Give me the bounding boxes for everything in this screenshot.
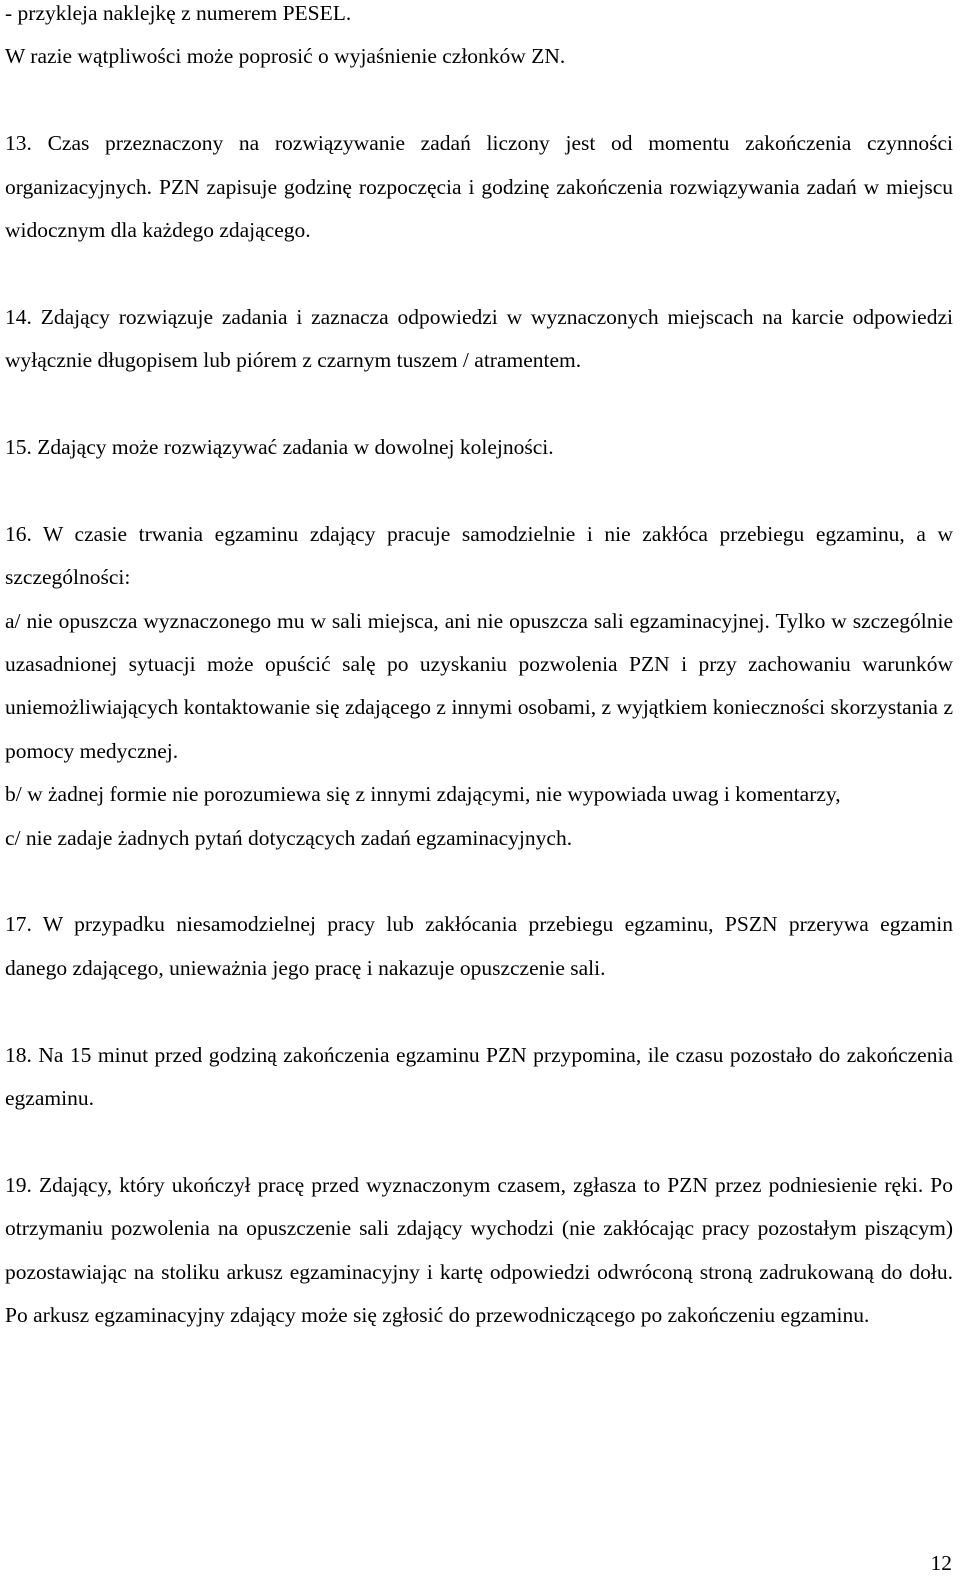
paragraph-14: 14. Zdający rozwiązuje zadania i zaznacza odpowiedzi w wyznaczonych miejscach na karcie odpowiedzi wyłącznie długopisem lub piórem z czarnym tuszem / atramentem. [5, 304, 953, 373]
paragraph-16-a: a/ nie opuszcza wyznaczonego mu w sali miejsca, ani nie opuszcza sali egzaminacyjnej. Tylko w szczególnie uzasadnionej sytuacji może opuścić salę po uzyskaniu pozwolenia PZN i przy zachowaniu warunków uniemożliwiających kontaktowanie się zdającego z innymi osobami, z wyjątkiem konieczności skorzystania z pomocy medycznej. [5, 608, 953, 763]
document-body [5, 0, 953, 1337]
paragraph-pesel-sticker: - przykleja naklejkę z numerem PESEL. [5, 1, 352, 25]
paragraph-16-b: b/ w żadnej formie nie porozumiewa się z innymi zdającymi, nie wypowiada uwag i komentarzy, [5, 782, 841, 807]
paragraph-18: 18. Na 15 minut przed godziną zakończenia egzaminu PZN przypomina, ile czasu pozostało do zakończenia egzaminu. [5, 1042, 953, 1111]
paragraph-17: 17. W przypadku niesamodzielnej pracy lub zakłócania przebiegu egzaminu, PSZN przerywa egzamin danego zdającego, unieważnia jego pracę i nakazuje opuszczenie sali. [5, 912, 953, 980]
paragraph-16-c: c/ nie zadaje żadnych pytań dotyczących zadań egzaminacyjnych. [5, 825, 573, 850]
paragraph-clarification: W razie wątpliwości może poprosić o wyjaśnienie członków ZN. [5, 44, 566, 69]
paragraph-19: 19. Zdający, który ukończył pracę przed wyznaczonym czasem, zgłasza to PZN przez podniesienie ręki. Po otrzymaniu pozwolenia na opuszczenie sali zdający wychodzi (nie zakłócając pracy pozostałym piszącym) pozostawiając na stoliku arkusz egzaminacyjny i kartę odpowiedzi odwróconą stroną zadrukowaną do dołu. Po arkusz egzaminacyjny zdający może się zgłosić do przewodniczącego po zakończeniu egzaminu. [5, 1172, 953, 1328]
page-number: 12 [930, 1551, 952, 1575]
paragraph-16: 16. W czasie trwania egzaminu zdający pracuje samodzielnie i nie zakłóca przebiegu egzaminu, a w szczególności: [5, 521, 953, 590]
paragraph-13: 13. Czas przeznaczony na rozwiązywanie zadań liczony jest od momentu zakończenia czynności organizacyjnych. PZN zapisuje godzinę rozpoczęcia i godzinę zakończenia rozwiązywania zadań w miejscu widocznym dla każdego zdającego. [5, 131, 953, 243]
paragraph-15: 15. Zdający może rozwiązywać zadania w dowolnej kolejności. [5, 435, 554, 460]
